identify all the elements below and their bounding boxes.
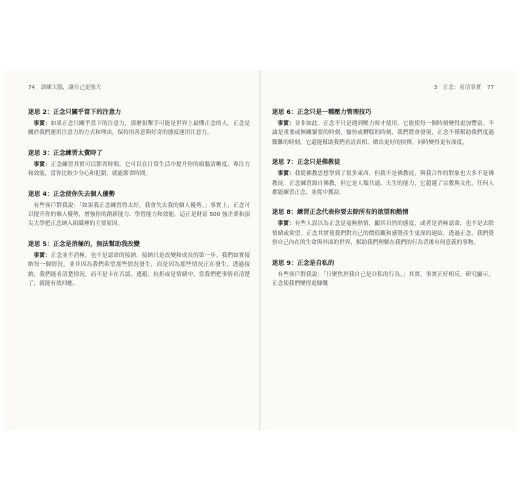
myth-body: 正念並不消極，也不是認命的接納。接納只是改變和成長的第一步。我們如實接納每一個情況，並非因為我們希望那些情況發生，而是因為那些情況正在發生。透過接納，我們能看清楚情況，而不是卡在否認、逃避、抗拒或是情緒中，當我們把事情看清楚了，就能有效回應。: [28, 252, 250, 288]
right-page-header: [272, 84, 494, 108]
myth-paragraph: [28, 252, 250, 290]
myth-paragraph: [272, 120, 494, 148]
right-page: [260, 70, 516, 430]
fact-label: 事實：: [33, 121, 51, 127]
myth-heading: 迷思 9：正念是自私的: [272, 259, 335, 267]
myth-section: [28, 149, 250, 180]
fact-label: 事實：: [33, 161, 51, 168]
myth-body: 有些人誤以為正念是毫無熱情，顯其自然的態度，或者是消極認命，也不是去除情緒或欲望。正念其實使我們對自己的價值觀和感覺產生更深的連結，透過正念，我們覺察自己內在的生命與外面的世界，幫助我們理解在我們的行為背後有何意義的事物。: [272, 221, 494, 247]
myth-section: [272, 108, 494, 148]
myth-section: [272, 158, 494, 198]
myth-heading: 迷思 2：正念只關乎當下的注意力: [28, 109, 122, 116]
myth-body: 正念練習其實可以節省時間。它可以在日常生活中提升你的頭腦清晰度、專注力和效能，當你比較少分心和犯錯，就能節省時間。: [28, 161, 250, 178]
myth-section: [28, 240, 250, 290]
myth-paragraph: [272, 220, 494, 248]
myth-section: [272, 208, 494, 248]
myth-body: 我從佛教思想學到了很多東西，但我不是佛教徒，與我合作的對象也大多不是佛教徒。正念練習源自佛教，但它是人類共通、天生的能力，它超越了宗教與文化，任何人都能練習正念，並從中獲益。: [272, 171, 494, 197]
fact-label: 事實：: [277, 171, 295, 178]
myth-heading: 迷思 7：正念只是佛教徒: [272, 159, 341, 167]
myth-body: 有些客戶對我說：「如果我正念練習得太好，我會失去我的個人優勢。」事實上，正念可以提升你的個人優勢，增強你的創新能力、學習能力和效能，這正是財富 500 強企業和頂尖大學把正念納入組織裡的主要原因。: [28, 202, 250, 228]
left-page-running-title: 訓練大腦，讓自己更強大: [40, 85, 102, 91]
myth-section: [272, 259, 494, 290]
left-page: [4, 70, 260, 430]
myth-section: [28, 190, 250, 230]
left-page-header: [28, 84, 250, 108]
myth-heading: 迷思 3：正念練習太費時了: [28, 149, 103, 157]
fact-label: 事實：: [277, 121, 295, 127]
right-page-number: 77: [487, 85, 494, 91]
book-spread: [4, 70, 516, 430]
myth-section: [28, 108, 250, 139]
myth-paragraph: [28, 120, 250, 139]
myth-body: 並非如此。正念不只是遇到壓力時才使用，它能使每一個時刻變得更加豐富。不論是重要或無關緊要的時刻，愉快或糟糕的時刻，我們將會發現，正念不僅幫助我們度過艱難的時刻，它還能幫助我們看清真相、做出更好的抉擇，同時變得更有深度。: [272, 121, 494, 146]
fact-label: 事實：: [33, 252, 51, 259]
myth-body: 如果正念只關乎當下的注意力，那麼狙擊手可能是世界上最懂正念的人。正念是關於我們運用注意力的方式和理由，保持用善意與好奇的態度運用注意力。: [28, 121, 250, 137]
myth-heading: 迷思 4：正念使你失去個人優勢: [28, 190, 115, 198]
myth-paragraph: [272, 170, 494, 198]
myth-heading: 迷思 5：正念是消極的，無法幫助我改變: [28, 240, 140, 248]
myth-heading: 迷思 8：練習正念代表你要去除所有的欲望和熱情: [272, 209, 409, 217]
myth-body: 有些客戶對我說：「只聚焦於我自己是自私的行為。」其實，事實正好相反。研究顯示，正念使我們變得更慷慨: [272, 271, 494, 288]
left-page-number: 74: [28, 85, 35, 91]
myth-paragraph: [28, 202, 250, 230]
myth-paragraph: [272, 271, 494, 290]
myth-heading: 迷思 6：正念只是一種壓力管理技巧: [272, 109, 372, 116]
right-page-running-title: 3 正念：看清事實: [433, 85, 482, 91]
myth-paragraph: [28, 161, 250, 180]
fact-label: 事實：: [277, 221, 295, 228]
